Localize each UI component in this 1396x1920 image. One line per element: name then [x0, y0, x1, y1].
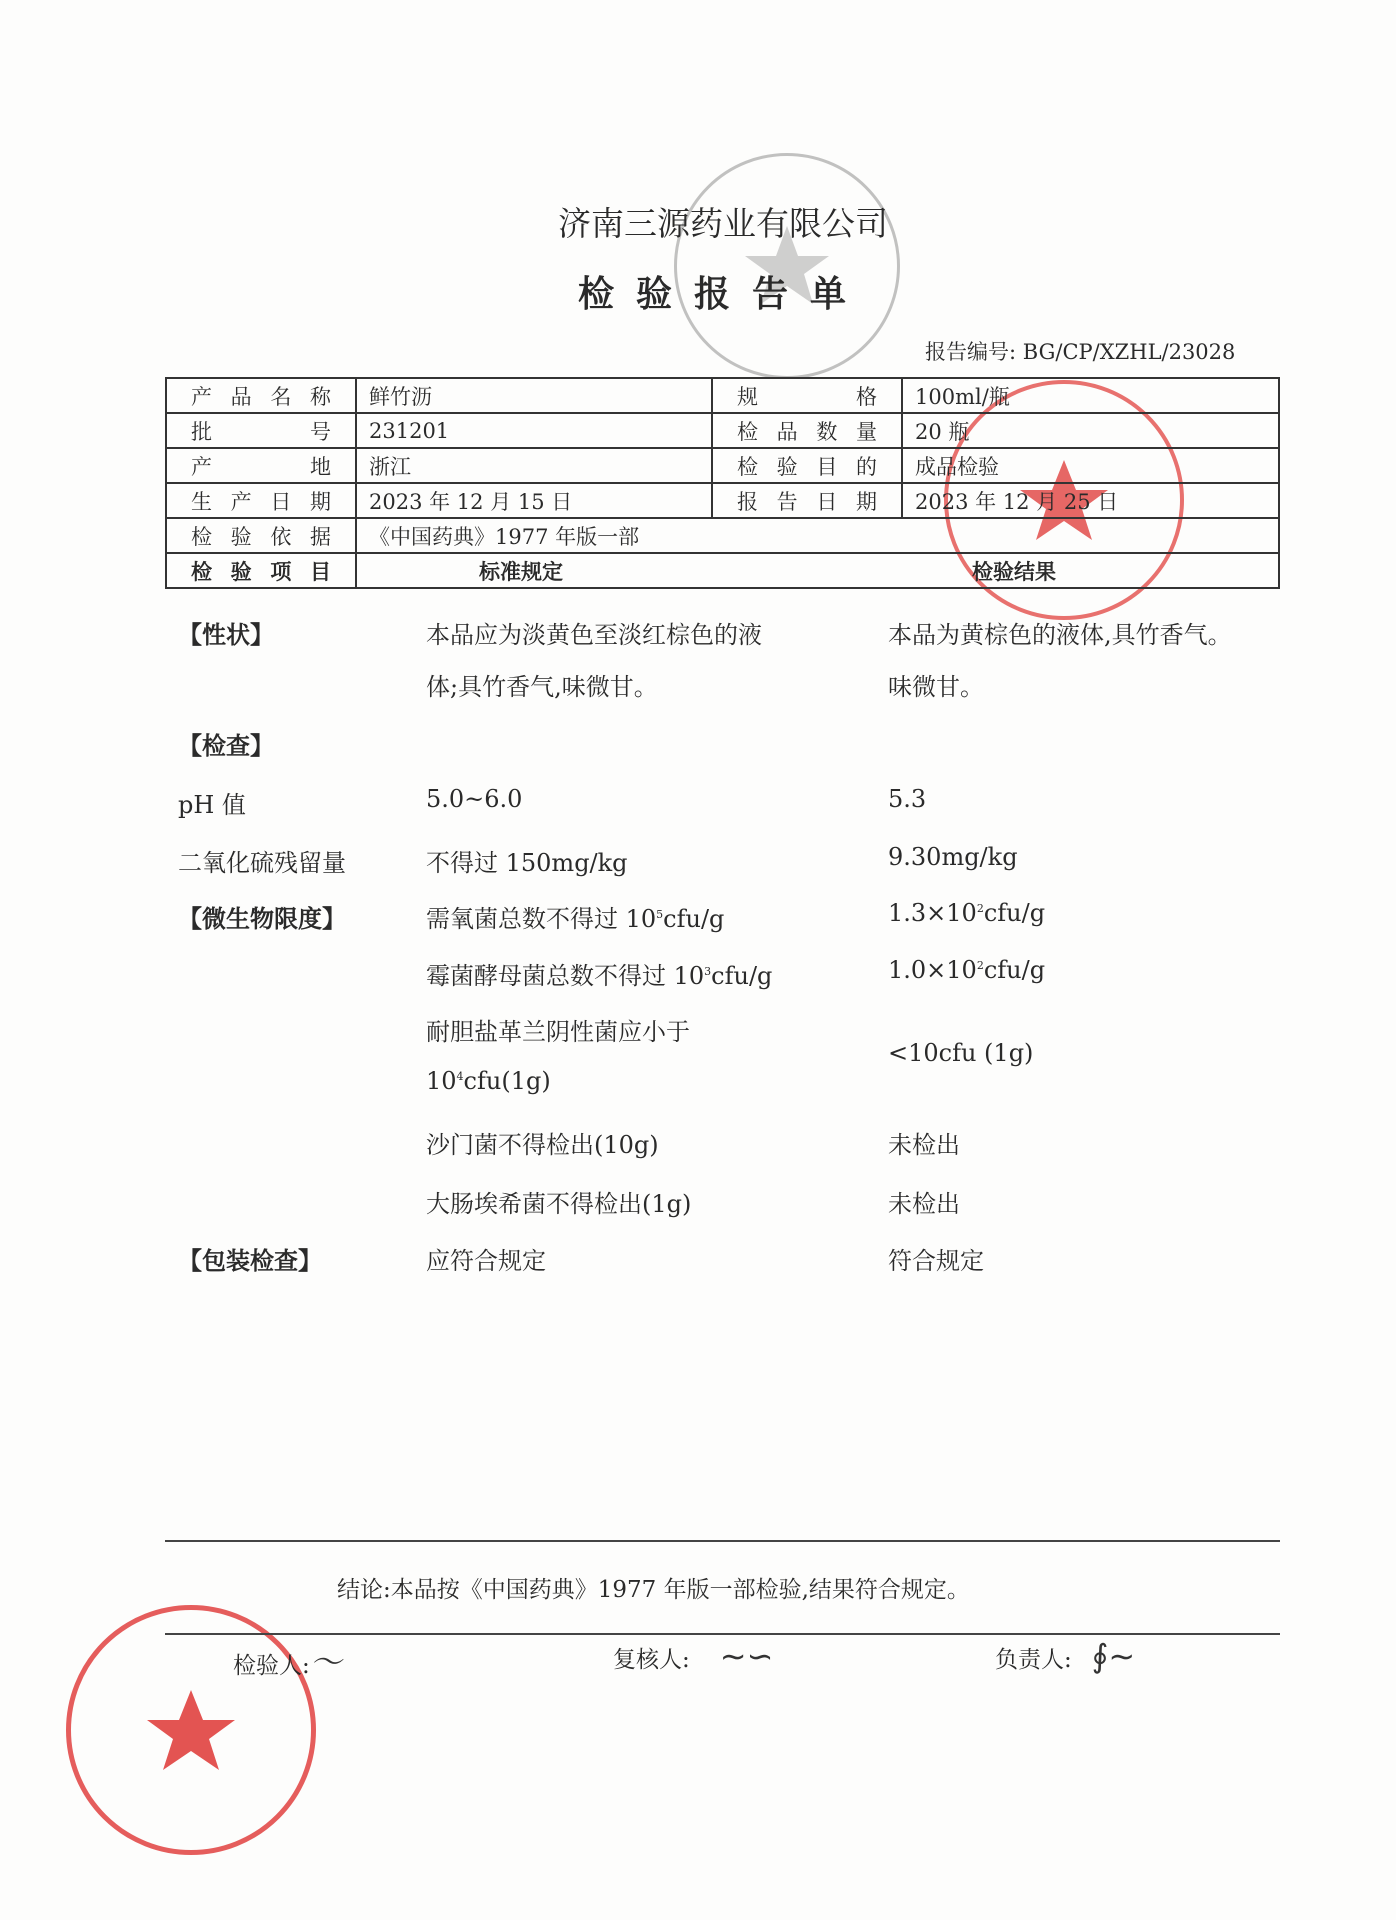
spec: 100ml/瓶: [902, 378, 1279, 413]
table-row: [166, 448, 1279, 483]
ph-label: pH 值: [178, 791, 246, 819]
batch: 231201: [356, 413, 712, 448]
reviewer: [613, 1637, 773, 1675]
appearance-result-1: 本品为黄棕色的液体,具竹香气。: [888, 621, 1232, 649]
company-name: 济南三源药业有限公司: [558, 204, 888, 243]
basis: 《中国药典》1977 年版一部: [356, 518, 1279, 553]
ph-result: 5.3: [888, 785, 927, 813]
ecoli-standard: 大肠埃希菌不得检出(1g): [426, 1190, 692, 1218]
reviewer-signature: ∼∽: [719, 1637, 774, 1675]
manager-signature: ∮∼: [1091, 1637, 1136, 1675]
appearance-standard-1: 本品应为淡黄色至淡红棕色的液: [426, 621, 762, 649]
table-row: [166, 553, 1279, 588]
bile-standard-2: [426, 1067, 551, 1095]
report-number: [925, 336, 1235, 366]
mfg-date-label: 生产日期: [166, 483, 356, 518]
col-item-header: 检验项目: [166, 553, 356, 588]
manager-label: 负责人:: [995, 1647, 1072, 1673]
table-row: [166, 518, 1279, 553]
appearance-result-2: 味微甘。: [888, 673, 984, 701]
inspector-signature: 〜: [309, 1643, 342, 1681]
col-result-header: 检验结果: [972, 558, 1056, 584]
document-title: 检验报告单: [577, 274, 868, 315]
exponent: 5: [656, 908, 664, 921]
purpose: 成品检验: [902, 448, 1279, 483]
check-label: 【检查】: [178, 731, 274, 760]
text: cfu/g: [983, 956, 1046, 984]
mfg-date: 2023 年 12 月 15 日: [356, 483, 712, 518]
package-result: 符合规定: [888, 1247, 984, 1275]
table-row: [166, 378, 1279, 413]
report-number-label: 报告编号:: [925, 340, 1017, 364]
so2-result: 9.30mg/kg: [888, 843, 1018, 871]
spec-label: 规格: [712, 378, 902, 413]
exponent: 4: [456, 1070, 464, 1083]
product-name-label: 产品名称: [166, 378, 356, 413]
col-standard-header: 标准规定: [479, 558, 563, 584]
conclusion: 结论:本品按《中国药典》1977 年版一部检验,结果符合规定。: [337, 1577, 970, 1603]
quantity-label: 检品数量: [712, 413, 902, 448]
divider: [165, 1540, 1280, 1542]
text: 1.3×10: [888, 899, 977, 927]
mold-standard: [426, 956, 772, 991]
aerobic-result: [888, 899, 1045, 927]
text: cfu/g: [983, 899, 1046, 927]
salmonella-result: 未检出: [888, 1131, 960, 1159]
exponent: 2: [976, 902, 984, 915]
report-date-label: 报告日期: [712, 483, 902, 518]
report-date: 2023 年 12 月 25 日: [902, 483, 1279, 518]
ph-standard: 5.0~6.0: [426, 785, 523, 813]
ecoli-result: 未检出: [888, 1190, 960, 1218]
batch-label: 批号: [166, 413, 356, 448]
inspector: [233, 1637, 342, 1683]
quantity: 20 瓶: [902, 413, 1279, 448]
appearance-standard-2: 体;具竹香气,味微甘。: [426, 673, 658, 701]
appearance-label: 【性状】: [178, 620, 274, 649]
mold-result: [888, 956, 1045, 984]
aerobic-standard: [426, 899, 724, 934]
basis-label: 检验依据: [166, 518, 356, 553]
text: cfu/g: [663, 905, 725, 933]
col-headers: [356, 553, 1279, 588]
micro-label: 【微生物限度】: [178, 904, 346, 933]
bile-result: <10cfu (1g): [888, 1039, 1034, 1067]
reviewer-label: 复核人:: [613, 1647, 690, 1673]
package-standard: 应符合规定: [426, 1247, 546, 1275]
so2-label: 二氧化硫残留量: [178, 849, 346, 877]
table-row: [166, 483, 1279, 518]
text: 需氧菌总数不得过 10: [426, 905, 657, 933]
info-table: [165, 377, 1280, 589]
salmonella-standard: 沙门菌不得检出(10g): [426, 1131, 659, 1159]
text: 10: [426, 1067, 457, 1095]
origin-label: 产地: [166, 448, 356, 483]
text: 1.0×10: [888, 956, 977, 984]
table-row: [166, 413, 1279, 448]
text: 霉菌酵母菌总数不得过 10: [426, 962, 705, 990]
manager: [995, 1637, 1135, 1675]
report-number-value: BG/CP/XZHL/23028: [1022, 340, 1236, 364]
text: cfu/g: [711, 962, 773, 990]
purpose-label: 检验目的: [712, 448, 902, 483]
bile-standard-1: 耐胆盐革兰阴性菌应小于: [426, 1018, 690, 1046]
exponent: 2: [976, 959, 984, 972]
text: cfu(1g): [463, 1067, 551, 1095]
product-name: 鲜竹沥: [356, 378, 712, 413]
origin: 浙江: [356, 448, 712, 483]
divider: [165, 1633, 1280, 1635]
package-label: 【包装检查】: [178, 1246, 322, 1275]
exponent: 3: [704, 965, 712, 978]
inspector-label: 检验人:: [233, 1653, 310, 1679]
so2-standard: 不得过 150mg/kg: [426, 849, 628, 877]
